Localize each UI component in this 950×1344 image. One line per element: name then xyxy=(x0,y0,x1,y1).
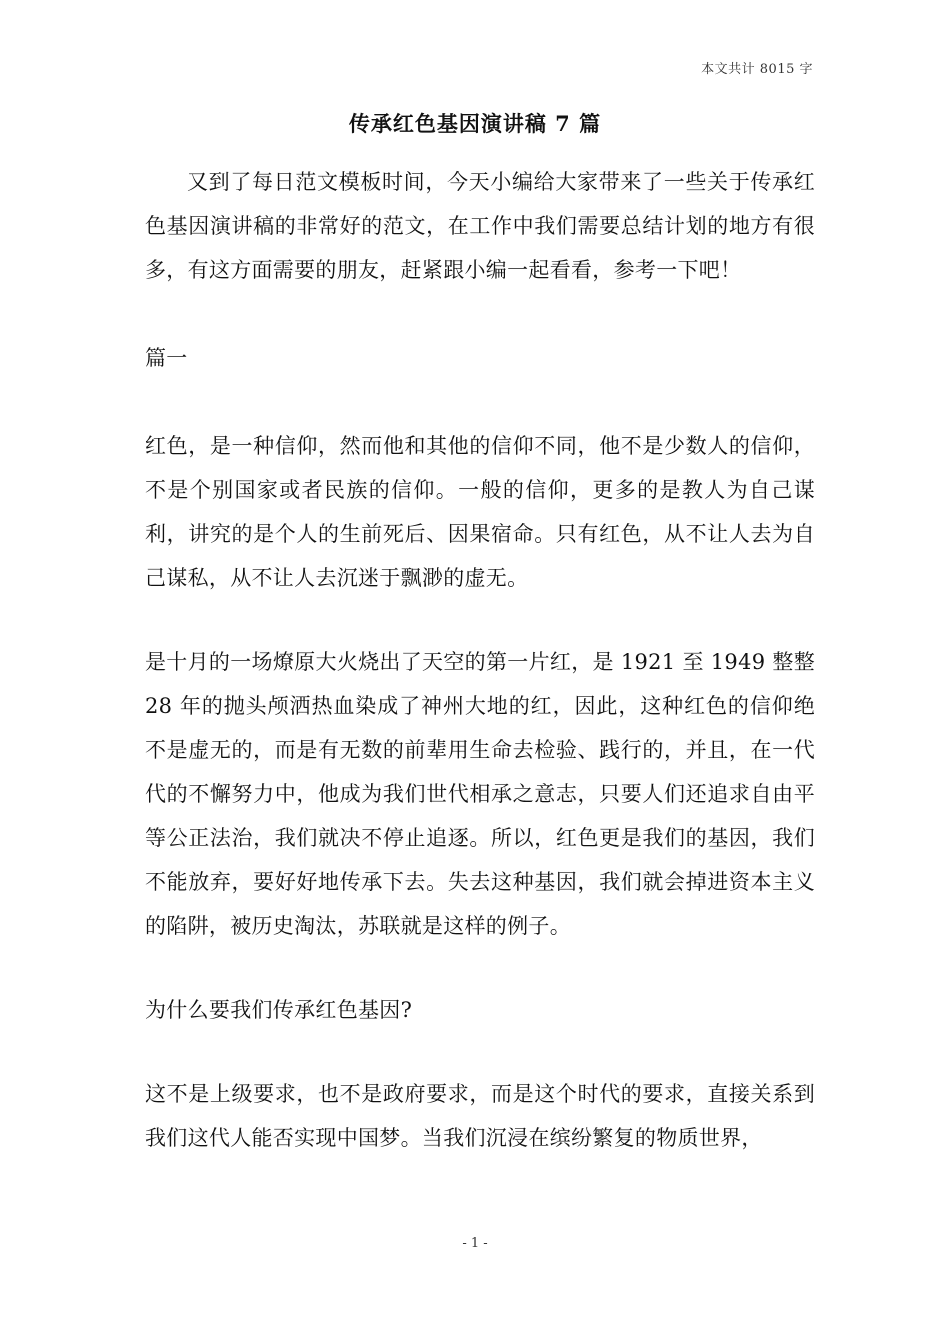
body-paragraph: 是十月的一场燎原大火烧出了天空的第一片红，是 1921 至 1949 整整 28 年的抛头颅洒热血染成了神州大地的红，因此，这种红色的信仰绝不是虚无的，而是有无数的前辈用生命去检验、践行的，并且，在一代代的不懈努力中，他成为我们世代相承之意志，只要人们还追求自由平等公正法治，我们就决不停止追逐。所以，红色更是我们的基因，我们不能放弃，要好好地传承下去。失去这种基因，我们就会掉进资本主义的陷阱，被历史淘汰，苏联就是这样的例子。 xyxy=(145,650,815,938)
body-paragraph: 为什么要我们传承红色基因? xyxy=(145,998,413,1022)
intro-paragraph: 又到了每日范文模板时间，今天小编给大家带来了一些关于传承红色基因演讲稿的非常好的范文，在工作中我们需要总结计划的地方有很多，有这方面需要的朋友，赶紧跟小编一起看看，参考一下吧！ xyxy=(145,170,815,282)
word-count-label: 本文共计 8015 字 xyxy=(701,62,813,77)
document-title: 传承红色基因演讲稿 7 篇 xyxy=(348,111,602,136)
page-number: - 1 - xyxy=(462,1236,488,1251)
document-body xyxy=(145,160,815,1160)
section-heading: 篇一 xyxy=(145,346,188,370)
body-paragraph: 这不是上级要求，也不是政府要求，而是这个时代的要求，直接关系到我们这代人能否实现中国梦。当我们沉浸在缤纷繁复的物质世界， xyxy=(145,1082,815,1150)
body-paragraph: 红色，是一种信仰，然而他和其他的信仰不同，他不是少数人的信仰，不是个别国家或者民族的信仰。一般的信仰，更多的是教人为自己谋利，讲究的是个人的生前死后、因果宿命。只有红色，从不让人去为自己谋私，从不让人去沉迷于飘渺的虚无。 xyxy=(145,434,815,590)
